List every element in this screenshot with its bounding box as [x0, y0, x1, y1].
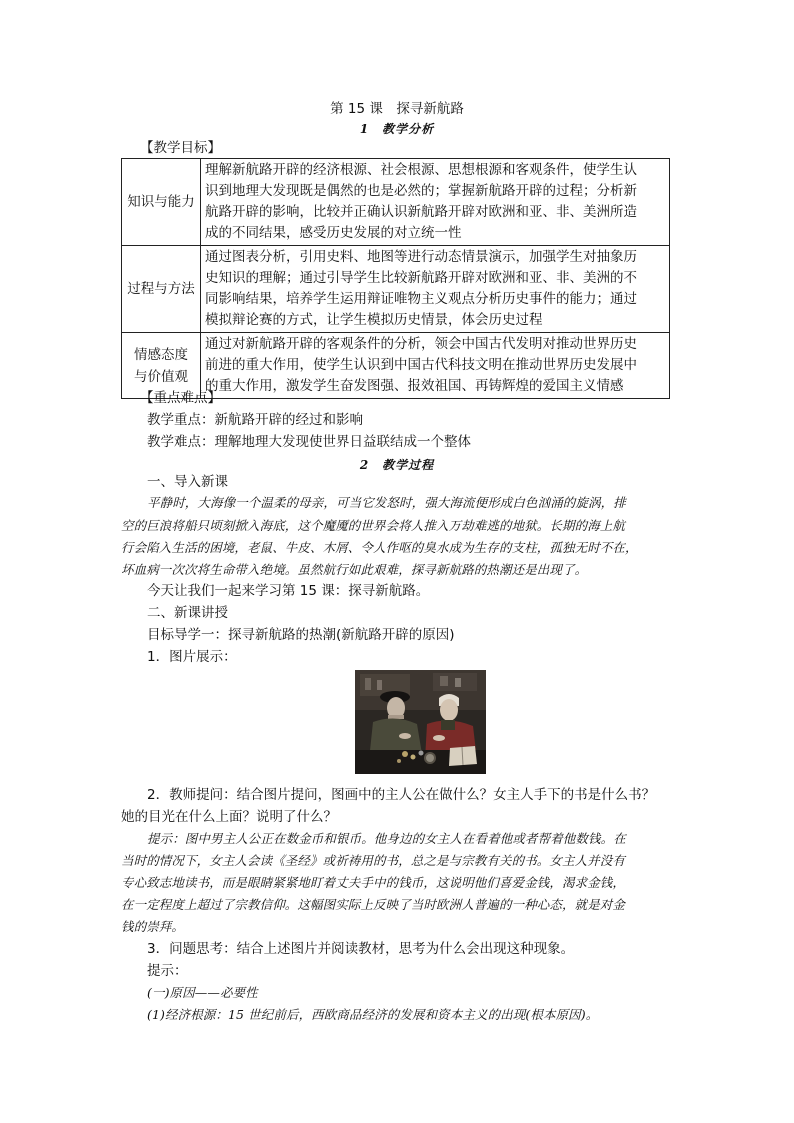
- row-label: 情感态度 与价值观: [122, 333, 201, 399]
- objectives-table: [121, 158, 670, 399]
- intro-line: 行会陷入生活的困境，老鼠、牛皮、木屑、令人作呕的臭水成为生存的支柱，孤独无时不在，: [121, 540, 638, 555]
- intro-line: 平静时，大海像一个温柔的母亲，可当它发怒时，强大海流便形成白色汹涌的旋涡，排: [147, 495, 626, 510]
- key-point: 教学重点：新航路开辟的经过和影响: [147, 412, 363, 428]
- row-label: 知识与能力: [122, 159, 201, 246]
- row-label: 过程与方法: [122, 246, 201, 333]
- table-row: [122, 246, 670, 333]
- intro-line: 坏血病一次次将生命带入绝境。虽然航行如此艰难，探寻新航路的热潮还是出现了。: [121, 562, 588, 577]
- step-2-cont: 她的目光在什么上面？说明了什么？: [121, 809, 337, 825]
- section-heading-analysis: 1 教学分析: [359, 122, 435, 136]
- intro-transition: 今天让我们一起来学习第 15 课：探寻新航路。: [147, 583, 430, 599]
- step-3: 3．问题思考：结合上述图片并阅读教材，思考为什么会出现这种现象。: [147, 941, 575, 957]
- intro-line: 空的巨浪将船只顷刻掀入海底，这个魔魇的世界会将人推入万劫难逃的地狱。长期的海上航: [121, 518, 626, 533]
- lesson-title: 第 15 课 探寻新航路: [330, 101, 464, 117]
- row-content: 理解新航路开辟的经济根源、社会根源、思想根源和客观条件，使学生认 识到地理大发现既是偶然的也是必然的；掌握新航路开辟的过程；分析新 航路开辟的影响，比较并正确认识新航路开辟对欧洲和亚、非、美洲所造 成的不同结果，感受历史发展的对立统一性: [201, 159, 670, 246]
- cause-1: (1)经济根源：15 世纪前后，西欧商品经济的发展和资本主义的出现(根本原因)。: [147, 1007, 599, 1022]
- moneylender-painting: [355, 670, 486, 774]
- section-heading-process: 2 教学过程: [359, 458, 435, 472]
- table-row: [122, 159, 670, 246]
- part2-heading: 二、新课讲授: [147, 605, 228, 621]
- hint-line: 在一定程度上超过了宗教信仰。这幅图实际上反映了当时欧洲人普遍的一种心态，就是对金: [121, 897, 626, 912]
- hint-line: 专心致志地读书，而是眼睛紧紧地盯着丈夫手中的钱币，这说明他们喜爱金钱，渴求金钱，: [121, 875, 626, 890]
- step-2: 2．教师提问：结合图片提问，图画中的主人公在做什么？女主人手下的书是什么书？: [147, 787, 656, 803]
- objectives-heading: 【教学目标】: [140, 140, 221, 156]
- hint-line: 提示：图中男主人公正在数金币和银币。他身边的女主人在看着他或者帮着他数钱。在: [147, 831, 626, 846]
- goal1-heading: 目标导学一：探寻新航路的热潮(新航路开辟的原因): [147, 627, 455, 643]
- keypoints-heading: 【重点难点】: [140, 390, 221, 406]
- step-1: 1．图片展示：: [147, 649, 237, 665]
- hint-line: 当时的情况下，女主人会读《圣经》或祈祷用的书，总之是与宗教有关的书。女主人并没有: [121, 853, 626, 868]
- cause-heading: (一)原因——必要性: [147, 985, 258, 1000]
- difficult-point: 教学难点：理解地理大发现使世界日益联结成一个整体: [147, 434, 471, 450]
- hint-line: 钱的崇拜。: [121, 919, 185, 934]
- painting-image: [355, 670, 486, 774]
- row-content: 通过对新航路开辟的客观条件的分析，领会中国古代发明对推动世界历史 前进的重大作用，使学生认识到中国古代科技文明在推动世界历史发展中 的重大作用，激发学生奋发图强、报效祖国、再铸辉煌的爱国主义情感: [201, 333, 670, 399]
- row-content: 通过图表分析，引用史料、地图等进行动态情景演示，加强学生对抽象历 史知识的理解；通过引导学生比较新航路开辟对欧洲和亚、非、美洲的不 同影响结果，培养学生运用辩证唯物主义观点分析历史事件的能力；通过 模拟辩论赛的方式，让学生模拟历史情景，体会历史过程: [201, 246, 670, 333]
- part1-heading: 一、导入新课: [147, 474, 228, 490]
- hint-label: 提示：: [147, 963, 188, 979]
